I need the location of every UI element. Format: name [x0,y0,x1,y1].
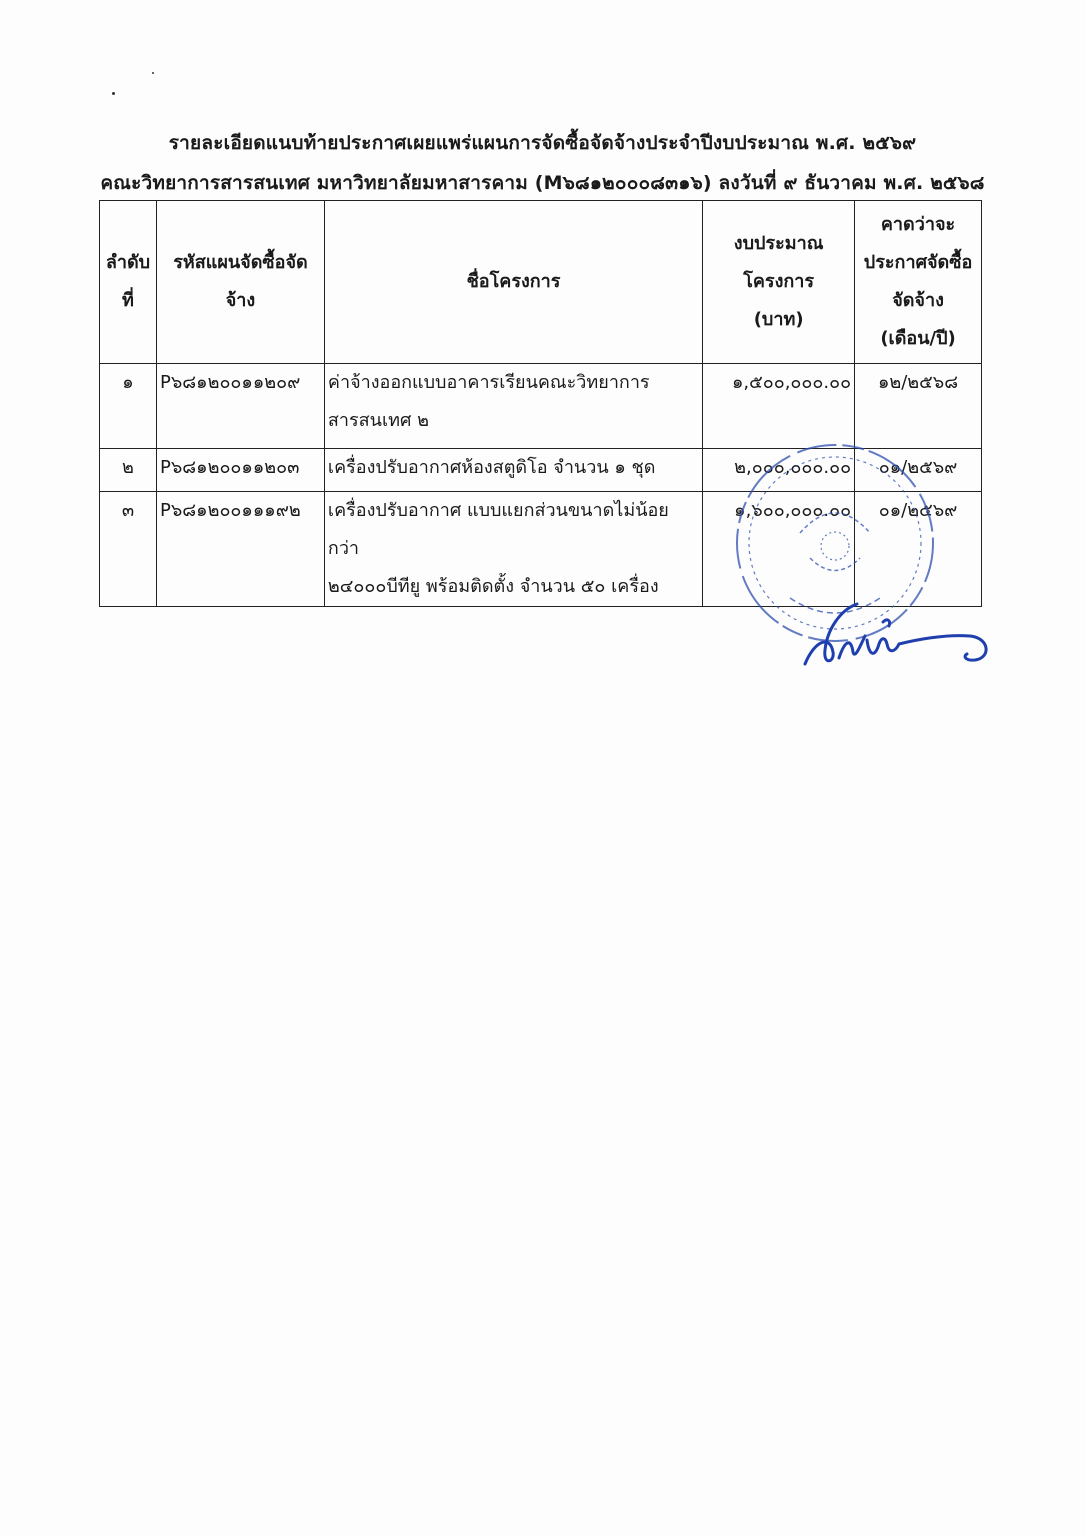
project-name-line2: ๒๔๐๐๐บีทียู พร้อมติดตั้ง จำนวน ๕๐ เครื่อง [327,576,659,597]
header-budget [703,201,855,364]
cell-budget: ๒,๐๐๐,๐๐๐.๐๐ [703,449,855,492]
cell-project-name [324,364,702,449]
document-title: รายละเอียดแนบท้ายประกาศเผยแพร่แผนการจัดซื้อจัดจ้างประจำปีงบประมาณ พ.ศ. ๒๕๖๙ [168,132,917,154]
header-plan-code [156,201,324,364]
header-month-line2: ประกาศจัดซื้อ [863,252,973,273]
header-sequence-line2: ที่ [122,290,134,311]
project-name-line1: ค่าจ้างออกแบบอาคารเรียนคณะวิทยาการ [327,372,650,393]
header-sequence [100,201,157,364]
header-budget-line3: (บาท) [753,309,804,330]
header-budget-line2: โครงการ [743,271,815,292]
cell-announce-month: ๑๒/๒๕๖๘ [855,364,982,449]
cell-project-name: เครื่องปรับอากาศห้องสตูดิโอ จำนวน ๑ ชุด [324,449,702,492]
header-plan-code-line2: จ้าง [225,290,256,311]
cell-plan-code: P๖๘๑๒๐๐๑๑๑๙๒ [156,492,324,607]
header-plan-code-line1: รหัสแผนจัดซื้อจัด [173,252,308,273]
scan-speck [152,72,154,74]
header-announce-month [855,201,982,364]
table-row [100,492,982,607]
header-month-line3: จัดจ้าง [892,290,944,311]
handwritten-signature-icon [795,600,995,680]
cell-budget: ๑,๖๐๐,๐๐๐.๐๐ [703,492,855,607]
cell-budget: ๑,๕๐๐,๐๐๐.๐๐ [703,364,855,449]
project-name-line1: เครื่องปรับอากาศ แบบแยกส่วนขนาดไม่น้อยกว่า [327,500,669,559]
cell-sequence: ๓ [100,492,157,607]
procurement-plan-table [99,200,982,607]
header-month-line4: (เดือน/ปี) [880,328,956,349]
cell-project-name [324,492,702,607]
cell-plan-code: P๖๘๑๒๐๐๑๑๒๐๓ [156,449,324,492]
table-row [100,364,982,449]
header-month-line1: คาดว่าจะ [880,214,956,235]
header-sequence-line1: ลำดับ [105,252,151,273]
header-project-name: ชื่อโครงการ [324,201,702,364]
document-subtitle: คณะวิทยาการสารสนเทศ มหาวิทยาลัยมหาสารคาม (M๖๘๑๒๐๐๐๘๓๑๖) ลงวันที่ ๙ ธันวาคม พ.ศ. ๒๕๖๘ [100,172,985,194]
cell-announce-month: ๐๑/๒๕๖๙ [855,449,982,492]
header-budget-line1: งบประมาณ [733,233,824,254]
cell-sequence: ๑ [100,364,157,449]
table-header-row [100,201,982,364]
cell-sequence: ๒ [100,449,157,492]
project-name-line2: สารสนเทศ ๒ [327,410,430,431]
cell-announce-month: ๐๑/๒๕๖๙ [855,492,982,607]
cell-plan-code: P๖๘๑๒๐๐๑๑๒๐๙ [156,364,324,449]
scan-speck [112,92,115,95]
table-row [100,449,982,492]
